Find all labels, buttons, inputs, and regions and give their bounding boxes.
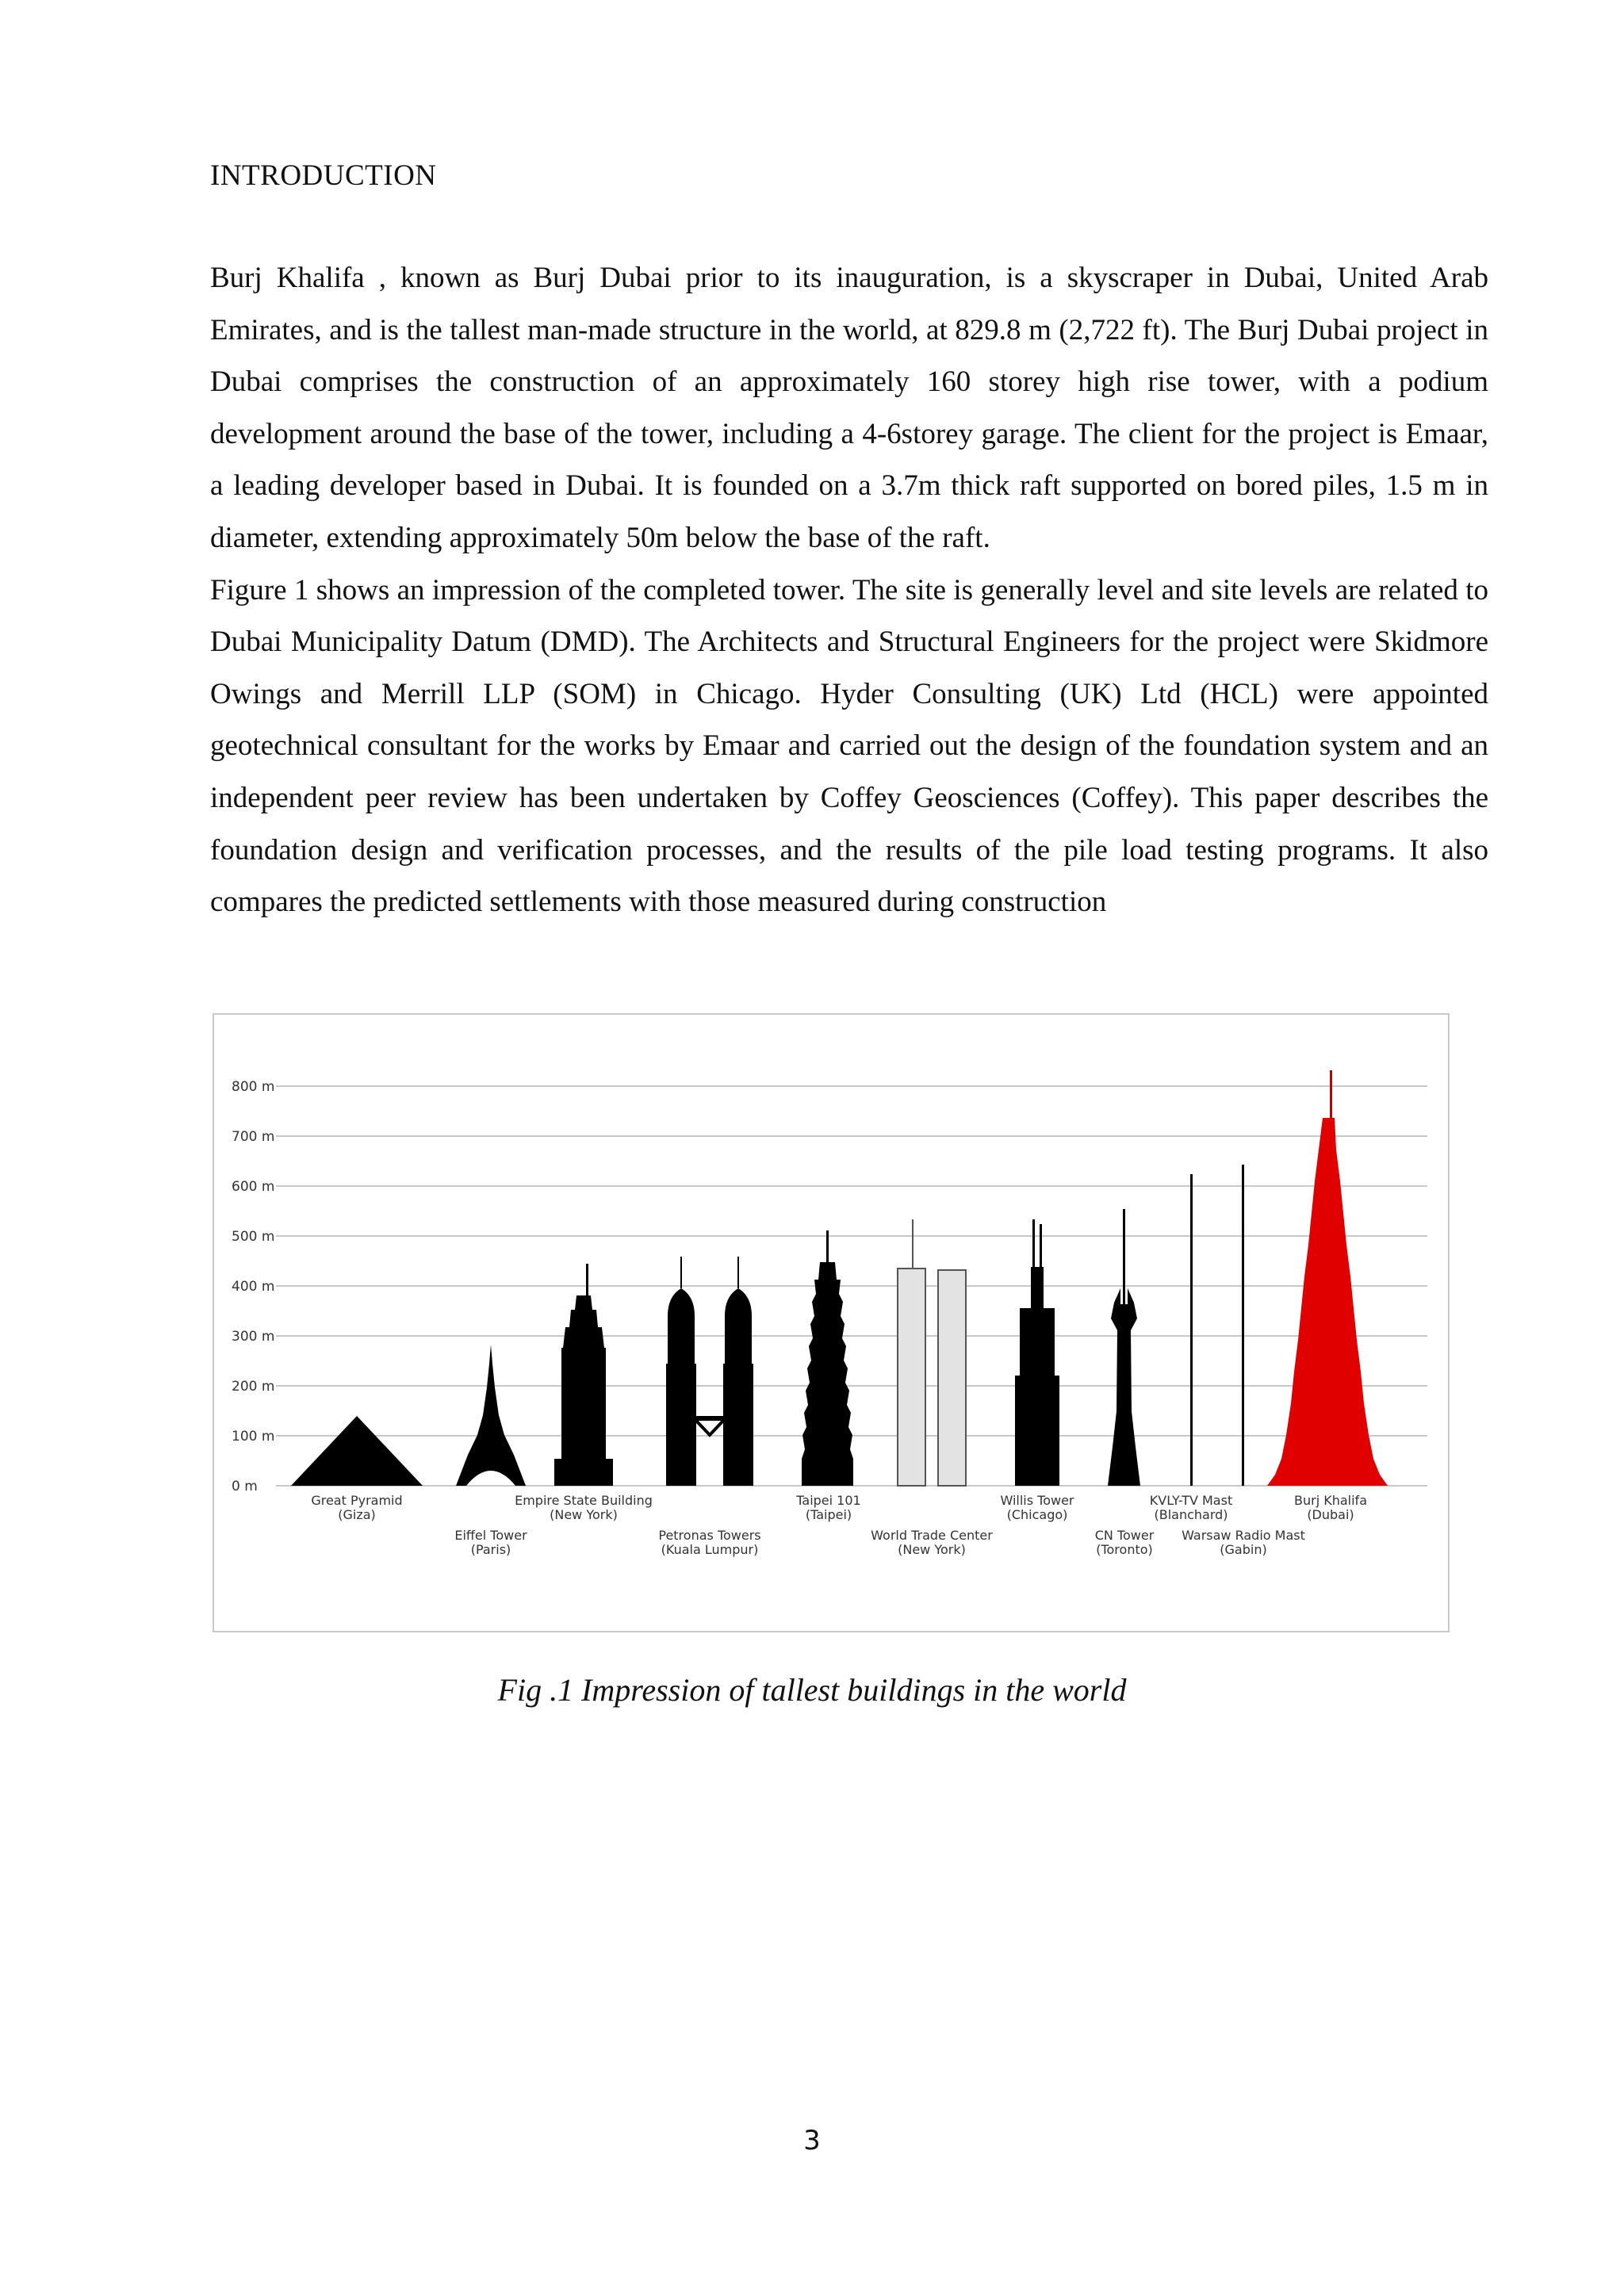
y-tick-label: 0 m [232,1479,258,1494]
building-place-label: (Gabin) [1220,1542,1267,1557]
y-tick-label: 400 m [232,1279,275,1295]
world-trade-center-silhouette [898,1219,966,1486]
building-name-label: Empire State Building [515,1493,653,1508]
eiffel-tower-silhouette [456,1345,526,1486]
empire-state-building-silhouette [554,1264,613,1486]
building-place-label: (New York) [898,1542,966,1557]
taipei-101-silhouette [802,1230,853,1486]
building-name-label: Taipei 101 [796,1493,861,1508]
building-name-label: Petronas Towers [658,1528,761,1543]
figure-caption: Fig .1 Impression of tallest buildings in the world [497,1672,1127,1708]
building-place-label: (Giza) [338,1507,376,1522]
building-name-label: Willis Tower [1000,1493,1074,1508]
tallest-buildings-diagram [214,1015,1448,1631]
building-name-label: World Trade Center [871,1528,993,1543]
building-name-label: KVLY-TV Mast [1149,1493,1233,1508]
building-name-label: Great Pyramid [311,1493,403,1508]
building-place-label: (Dubai) [1307,1507,1354,1522]
y-tick-label: 600 m [232,1179,275,1195]
y-tick-label: 800 m [232,1079,275,1095]
building-place-label: (Blanchard) [1154,1507,1228,1522]
building-name-label: Burj Khalifa [1294,1493,1367,1508]
petronas-towers-silhouette [666,1257,753,1486]
building-place-label: (Kuala Lumpur) [661,1542,759,1557]
kvly-tv-mast-silhouette [1190,1174,1193,1486]
warsaw-radio-mast-silhouette [1242,1165,1244,1486]
body-text [210,252,1488,928]
building-name-label: CN Tower [1094,1528,1155,1543]
y-tick-label: 500 m [232,1229,275,1245]
burj-khalifa-silhouette [1267,1070,1388,1486]
great-pyramid-silhouette [291,1416,423,1486]
y-tick-label: 700 m [232,1129,275,1145]
intro-paragraph-2: Figure 1 shows an impression of the completed tower. The site is generally level and site levels are related to Dubai Municipality Datum (DMD). The Architects and Structural Engineers for the project were Skidmore Owings and Merrill LLP (SOM) in Chicago. Hyder Consulting (UK) Ltd (HCL) were appointed geotechnical consultant for the works by Emaar and carried out the design of the foundation system and an independent peer review has been undertaken by Coffey Geosciences (Coffey). This paper describes the foundation design and verification processes, and the results of the pile load testing programs. It also compares the predicted settlements with those measured during construction [210,573,1488,919]
cn-tower-silhouette [1108,1209,1140,1486]
building-place-label: (Chicago) [1006,1507,1068,1522]
y-tick-label: 100 m [232,1429,275,1445]
building-place-label: (Toronto) [1096,1542,1153,1557]
building-place-label: (Paris) [470,1542,511,1557]
y-tick-label: 200 m [232,1379,275,1395]
building-name-label: Eiffel Tower [454,1528,527,1543]
page-number: 3 [803,2125,821,2156]
building-name-label: Warsaw Radio Mast [1182,1528,1305,1543]
section-heading: INTRODUCTION [210,159,437,192]
intro-paragraph-1: Burj Khalifa , known as Burj Dubai prior to its inauguration, is a skyscraper in Dubai, United Arab Emirates, and is the tallest man-made structure in the world, at 829.8 m (2,722 ft). The Burj Dubai project in Dubai comprises the construction of an approximately 160 storey high rise tower, with a podium development around the base of the tower, including a 4-6storey garage. The client for the project is Emaar, a leading developer based in Dubai. It is founded on a 3.7m thick raft supported on bored piles, 1.5 m in diameter, extending approximately 50m below the base of the raft. [210,262,1488,554]
building-place-label: (Taipei) [805,1507,852,1522]
willis-tower-silhouette [1015,1219,1059,1486]
y-tick-label: 300 m [232,1329,275,1345]
building-place-label: (New York) [550,1507,618,1522]
figure-1 [213,1013,1450,1632]
